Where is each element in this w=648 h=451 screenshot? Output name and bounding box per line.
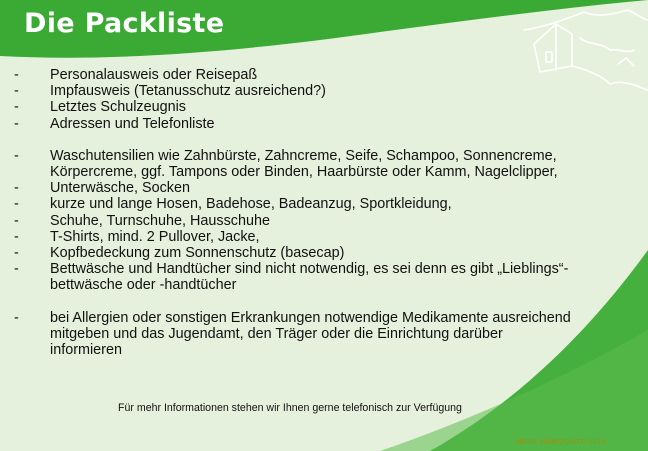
bullet-dash: - xyxy=(14,180,19,197)
group-spacer xyxy=(12,294,572,310)
footer-note: Für mehr Informationen stehen wir Ihnen gerne telefonisch zur Verfügung xyxy=(118,402,462,414)
brand-label: NEUE HORIZONTE 2014 xyxy=(516,437,606,446)
list-item xyxy=(12,213,572,229)
item-text: Impfausweis (Tetanusschutz ausreichend?) xyxy=(50,83,326,100)
item-text: Waschutensilien wie Zahnbürste, Zahncreme, Seife, Schampoo, Sonnencreme, Körpercreme, ggf. Tampons oder Binden, Haarbürste oder Kamm, Nagelclipper, xyxy=(50,147,558,181)
item-text: Bettwäsche und Handtücher sind nicht notwendig, es sei denn es gibt „Lieblings“-bettwäsche oder -handtücher xyxy=(50,261,569,294)
list-item xyxy=(12,67,572,83)
list-item xyxy=(12,180,572,196)
bullet-dash: - xyxy=(14,99,19,116)
item-text: Letztes Schulzeugnis xyxy=(50,99,186,116)
page-title: Die Packliste xyxy=(24,8,225,39)
group-spacer xyxy=(12,132,572,148)
item-text: Unterwäsche, Socken xyxy=(50,180,190,197)
list-item xyxy=(12,245,572,261)
bullet-dash: - xyxy=(14,212,19,229)
list-item xyxy=(12,261,572,293)
item-text: Schuhe, Turnschuhe, Hausschuhe xyxy=(50,212,270,229)
bullet-dash: - xyxy=(14,115,19,132)
bullet-dash: - xyxy=(14,83,19,100)
bullet-dash: - xyxy=(14,309,19,326)
bullet-dash: - xyxy=(14,67,19,83)
bullet-dash: - xyxy=(14,261,19,278)
item-text: kurze und lange Hosen, Badehose, Badeanzug, Sportkleidung, xyxy=(50,196,452,213)
item-text: Kopfbedeckung zum Sonnenschutz (basecap) xyxy=(50,245,345,262)
list-item xyxy=(12,83,572,99)
bullet-dash: - xyxy=(14,196,19,213)
list-item xyxy=(12,116,572,132)
bullet-dash: - xyxy=(14,147,19,164)
list-item xyxy=(12,229,572,245)
item-text: T-Shirts, mind. 2 Pullover, Jacke, xyxy=(50,228,260,245)
list-item xyxy=(12,196,572,212)
item-text: bei Allergien oder sonstigen Erkrankungen notwendige Medikamente ausreichend mitgeben und das Jugendamt, den Träger oder die Einrichtung darüber informieren xyxy=(50,309,571,359)
item-text: Personalausweis oder Reisepaß xyxy=(50,67,258,83)
list-item xyxy=(12,310,572,359)
item-text: Adressen und Telefonliste xyxy=(50,115,215,132)
bullet-dash: - xyxy=(14,245,19,262)
list-item xyxy=(12,148,572,180)
bullet-dash: - xyxy=(14,228,19,245)
list-item xyxy=(12,99,572,115)
packing-list xyxy=(12,67,572,358)
